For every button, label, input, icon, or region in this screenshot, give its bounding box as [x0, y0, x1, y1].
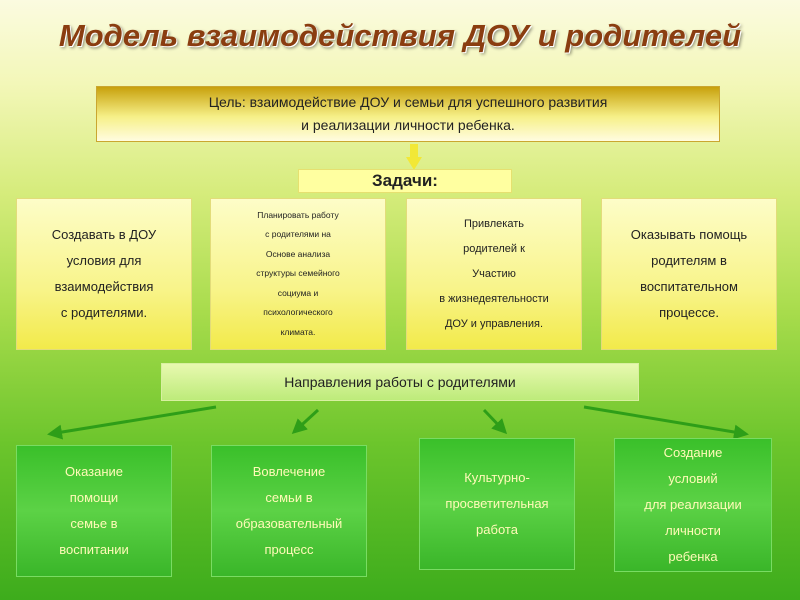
arrow-2-icon [294, 410, 318, 432]
direction-1-line: помощи [69, 490, 119, 505]
task-2-line: Основе анализа [265, 248, 331, 259]
task-box-4 [601, 198, 777, 350]
direction-1-line: семье в [70, 516, 118, 531]
direction-2-line: семьи в [265, 490, 313, 505]
direction-box-2 [211, 445, 367, 577]
task-3-line: Привлекать [464, 217, 524, 230]
task-box-2 [210, 198, 386, 350]
task-box-3 [406, 198, 582, 350]
arrow-3-icon [484, 410, 505, 432]
task-3-line: Участию [472, 267, 516, 280]
slide-title: Модель взаимодействия ДОУ и родителей [58, 18, 742, 53]
goal-line-1: Цель: взаимодействие ДОУ и семьи для успешного развития [208, 94, 608, 110]
direction-4-line: Создание [663, 445, 723, 460]
task-3-line: ДОУ и управления. [444, 317, 544, 330]
task-2-line: с родителями на [265, 229, 331, 240]
task-1-line: взаимодействия [54, 279, 154, 294]
task-4-line: Оказывать помощь [630, 227, 748, 242]
task-2-line: структуры семейного [256, 268, 340, 279]
task-2-line: социума и [277, 287, 319, 298]
arrow-4-icon [584, 407, 746, 434]
goal-box [96, 86, 720, 142]
direction-box-4 [614, 438, 772, 572]
task-2-line: климата. [280, 326, 316, 337]
direction-1-line: воспитании [59, 542, 129, 557]
task-1-line: условия для [66, 253, 142, 268]
directions-header: Направления работы с родителями [161, 363, 639, 401]
direction-box-1 [16, 445, 172, 577]
task-3-line: в жизнедеятельности [439, 292, 549, 305]
task-2-line: Планировать работу [257, 209, 339, 220]
task-box-1 [16, 198, 192, 350]
direction-3-line: работа [476, 522, 518, 537]
tasks-header: Задачи: [298, 169, 512, 193]
direction-4-line: условий [668, 471, 718, 486]
direction-box-3 [419, 438, 575, 570]
direction-4-line: для реализации [644, 497, 742, 512]
direction-2-line: процесс [264, 542, 314, 557]
direction-2-line: Вовлечение [252, 464, 326, 479]
direction-4-line: личности [665, 523, 721, 538]
direction-1-line: Оказание [64, 464, 124, 479]
task-4-line: родителям в [651, 253, 727, 268]
task-4-line: воспитательном [640, 279, 738, 294]
goal-line-2: и реализации личности ребенка. [301, 117, 515, 133]
task-2-line: психологического [263, 307, 333, 318]
task-4-line: процессе. [659, 305, 719, 320]
direction-3-line: просветительная [445, 496, 549, 511]
arrow-1-icon [50, 407, 216, 434]
task-3-line: родителей к [463, 242, 525, 255]
direction-4-line: ребенка [668, 549, 718, 564]
task-1-line: Создавать в ДОУ [51, 227, 157, 242]
direction-3-line: Культурно- [464, 470, 530, 485]
down-arrow-icon [406, 144, 422, 170]
task-1-line: с родителями. [60, 305, 148, 320]
direction-2-line: образовательный [235, 516, 343, 531]
